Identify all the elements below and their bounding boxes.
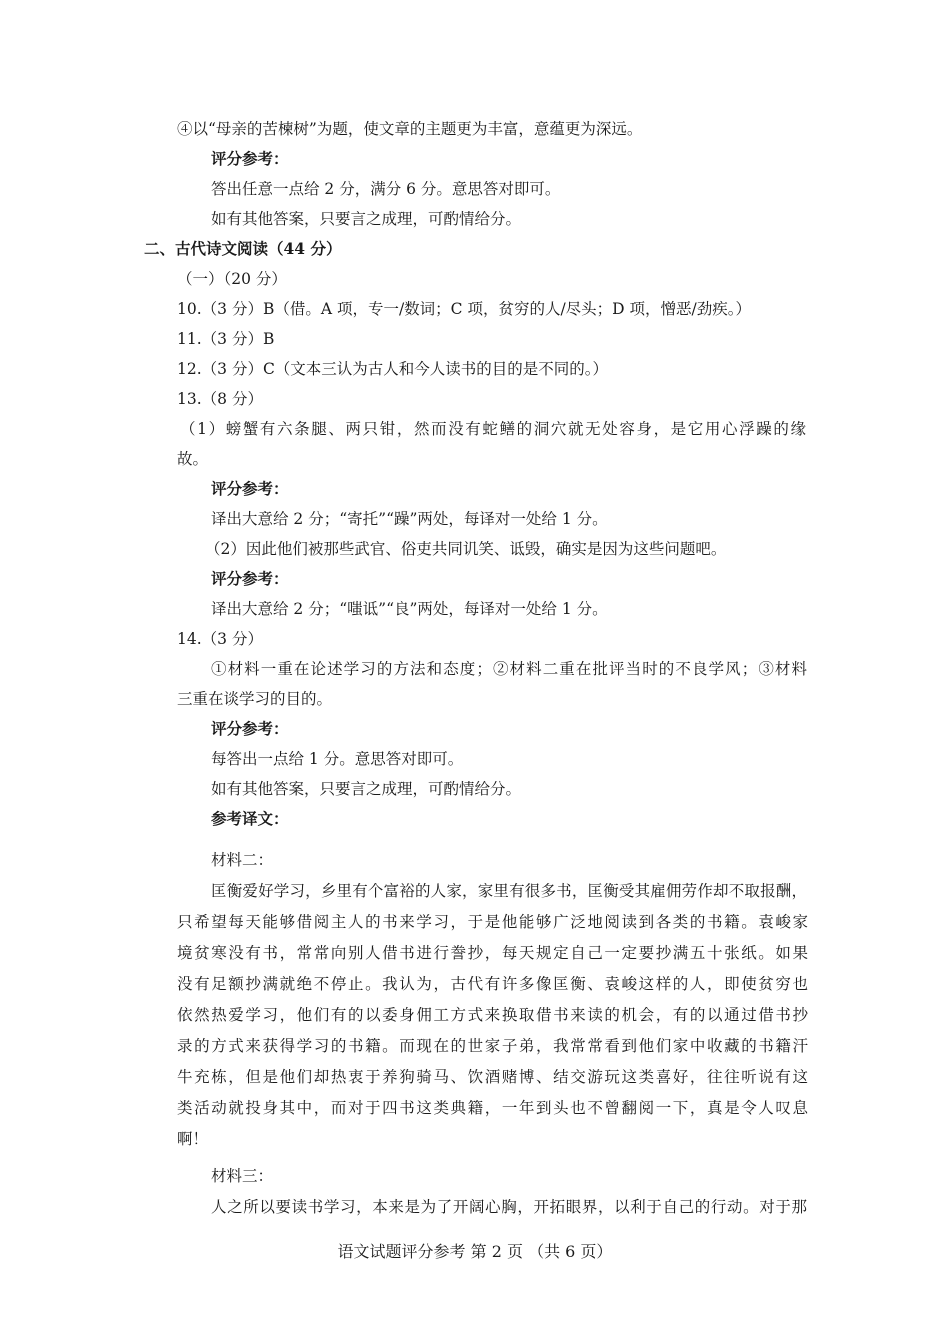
material-2-line: 牛充栋，但是他们却热衷于养狗骑马、饮酒赌博、结交游玩这类喜好，往往听说有这 [177,1068,808,1086]
question-14-heading: 14.（3 分） [177,630,263,648]
score-reference-heading: 评分参考： [211,479,289,498]
section-title: 二、古代诗文阅读（44 分） [144,239,342,258]
material-2-line: 啊！ [177,1130,209,1148]
score-reference-text: 答出任意一点给 2 分，满分 6 分。意思答对即可。 [211,180,561,198]
material-3-line: 人之所以要读书学习，本来是为了开阔心胸，开拓眼界，以利于自己的行动。对于那 [211,1198,807,1216]
score-reference-text: 如有其他答案，只要言之成理，可酌情给分。 [211,780,522,798]
question-11-answer: 11.（3 分）B [177,330,275,348]
score-reference-heading: 评分参考： [211,719,289,738]
material-2-line: 类活动就投身其中，而对于四书这类典籍，一年到头也不曾翻阅一下，真是令人叹息 [177,1099,808,1117]
material-2-title: 材料二： [211,851,274,869]
question-13-answer-1: （1）螃蟹有六条腿、两只钳，然而没有蛇鳝的洞穴就无处容身，是它用心浮躁的缘 [180,420,806,438]
question-10-answer: 10.（3 分）B（借。A 项，专一/数词；C 项，贫穷的人/尽头；D 项，憎恶/劲疾。） [177,300,752,318]
question-14-answer-cont: 三重在谈学习的目的。 [177,690,333,708]
question-14-answer: ①材料一重在论述学习的方法和态度；②材料二重在批评当时的不良学风；③材料 [211,660,807,678]
score-reference-text: 每答出一点给 1 分。意思答对即可。 [211,750,464,768]
subsection-title: （一）（20 分） [177,270,287,288]
material-2-line: 没有足额抄满就绝不停止。我认为，古代有许多像匡衡、袁峻这样的人，即使贫穷也 [177,975,808,993]
answer-point-4: ④以“母亲的苦楝树”为题，使文章的主题更为丰富，意蕴更为深远。 [177,120,643,138]
score-reference-text: 译出大意给 2 分；“寄托”“躁”两处，每译对一处给 1 分。 [211,510,608,528]
score-reference-text: 如有其他答案，只要言之成理，可酌情给分。 [211,210,522,228]
material-2-line: 依然热爱学习，他们有的以委身佣工方式来换取借书来读的机会，有的以通过借书抄 [177,1006,808,1024]
material-2-line: 境贫寒没有书，常常向别人借书进行誊抄，每天规定自己一定要抄满五十张纸。如果 [177,944,808,962]
material-2-line: 录的方式来获得学习的书籍。而现在的世家子弟，我常常看到他们家中收藏的书籍汗 [177,1037,808,1055]
score-reference-heading: 评分参考： [211,149,289,168]
page-footer: 语文试题评分参考 第 2 页 （共 6 页） [337,1242,613,1261]
material-2-line: 匡衡爱好学习，乡里有个富裕的人家，家里有很多书，匡衡受其雇佣劳作却不取报酬， [211,882,807,900]
question-12-answer: 12.（3 分）C（文本三认为古人和今人读书的目的是不同的。） [177,360,609,378]
translation-heading: 参考译文： [211,809,289,828]
material-2-line: 只希望每天能够借阅主人的书来学习，于是他能够广泛地阅读到各类的书籍。袁峻家 [177,913,808,931]
score-reference-text: 译出大意给 2 分；“嗤诋”“良”两处，每译对一处给 1 分。 [211,600,608,618]
question-13-heading: 13.（8 分） [177,390,263,408]
score-reference-heading: 评分参考： [211,569,289,588]
question-13-answer-1-cont: 故。 [177,450,209,468]
question-13-answer-2: （2）因此他们被那些武官、俗吏共同讥笑、诋毁，确实是因为这些问题吧。 [205,540,727,558]
material-3-title: 材料三： [211,1167,274,1185]
